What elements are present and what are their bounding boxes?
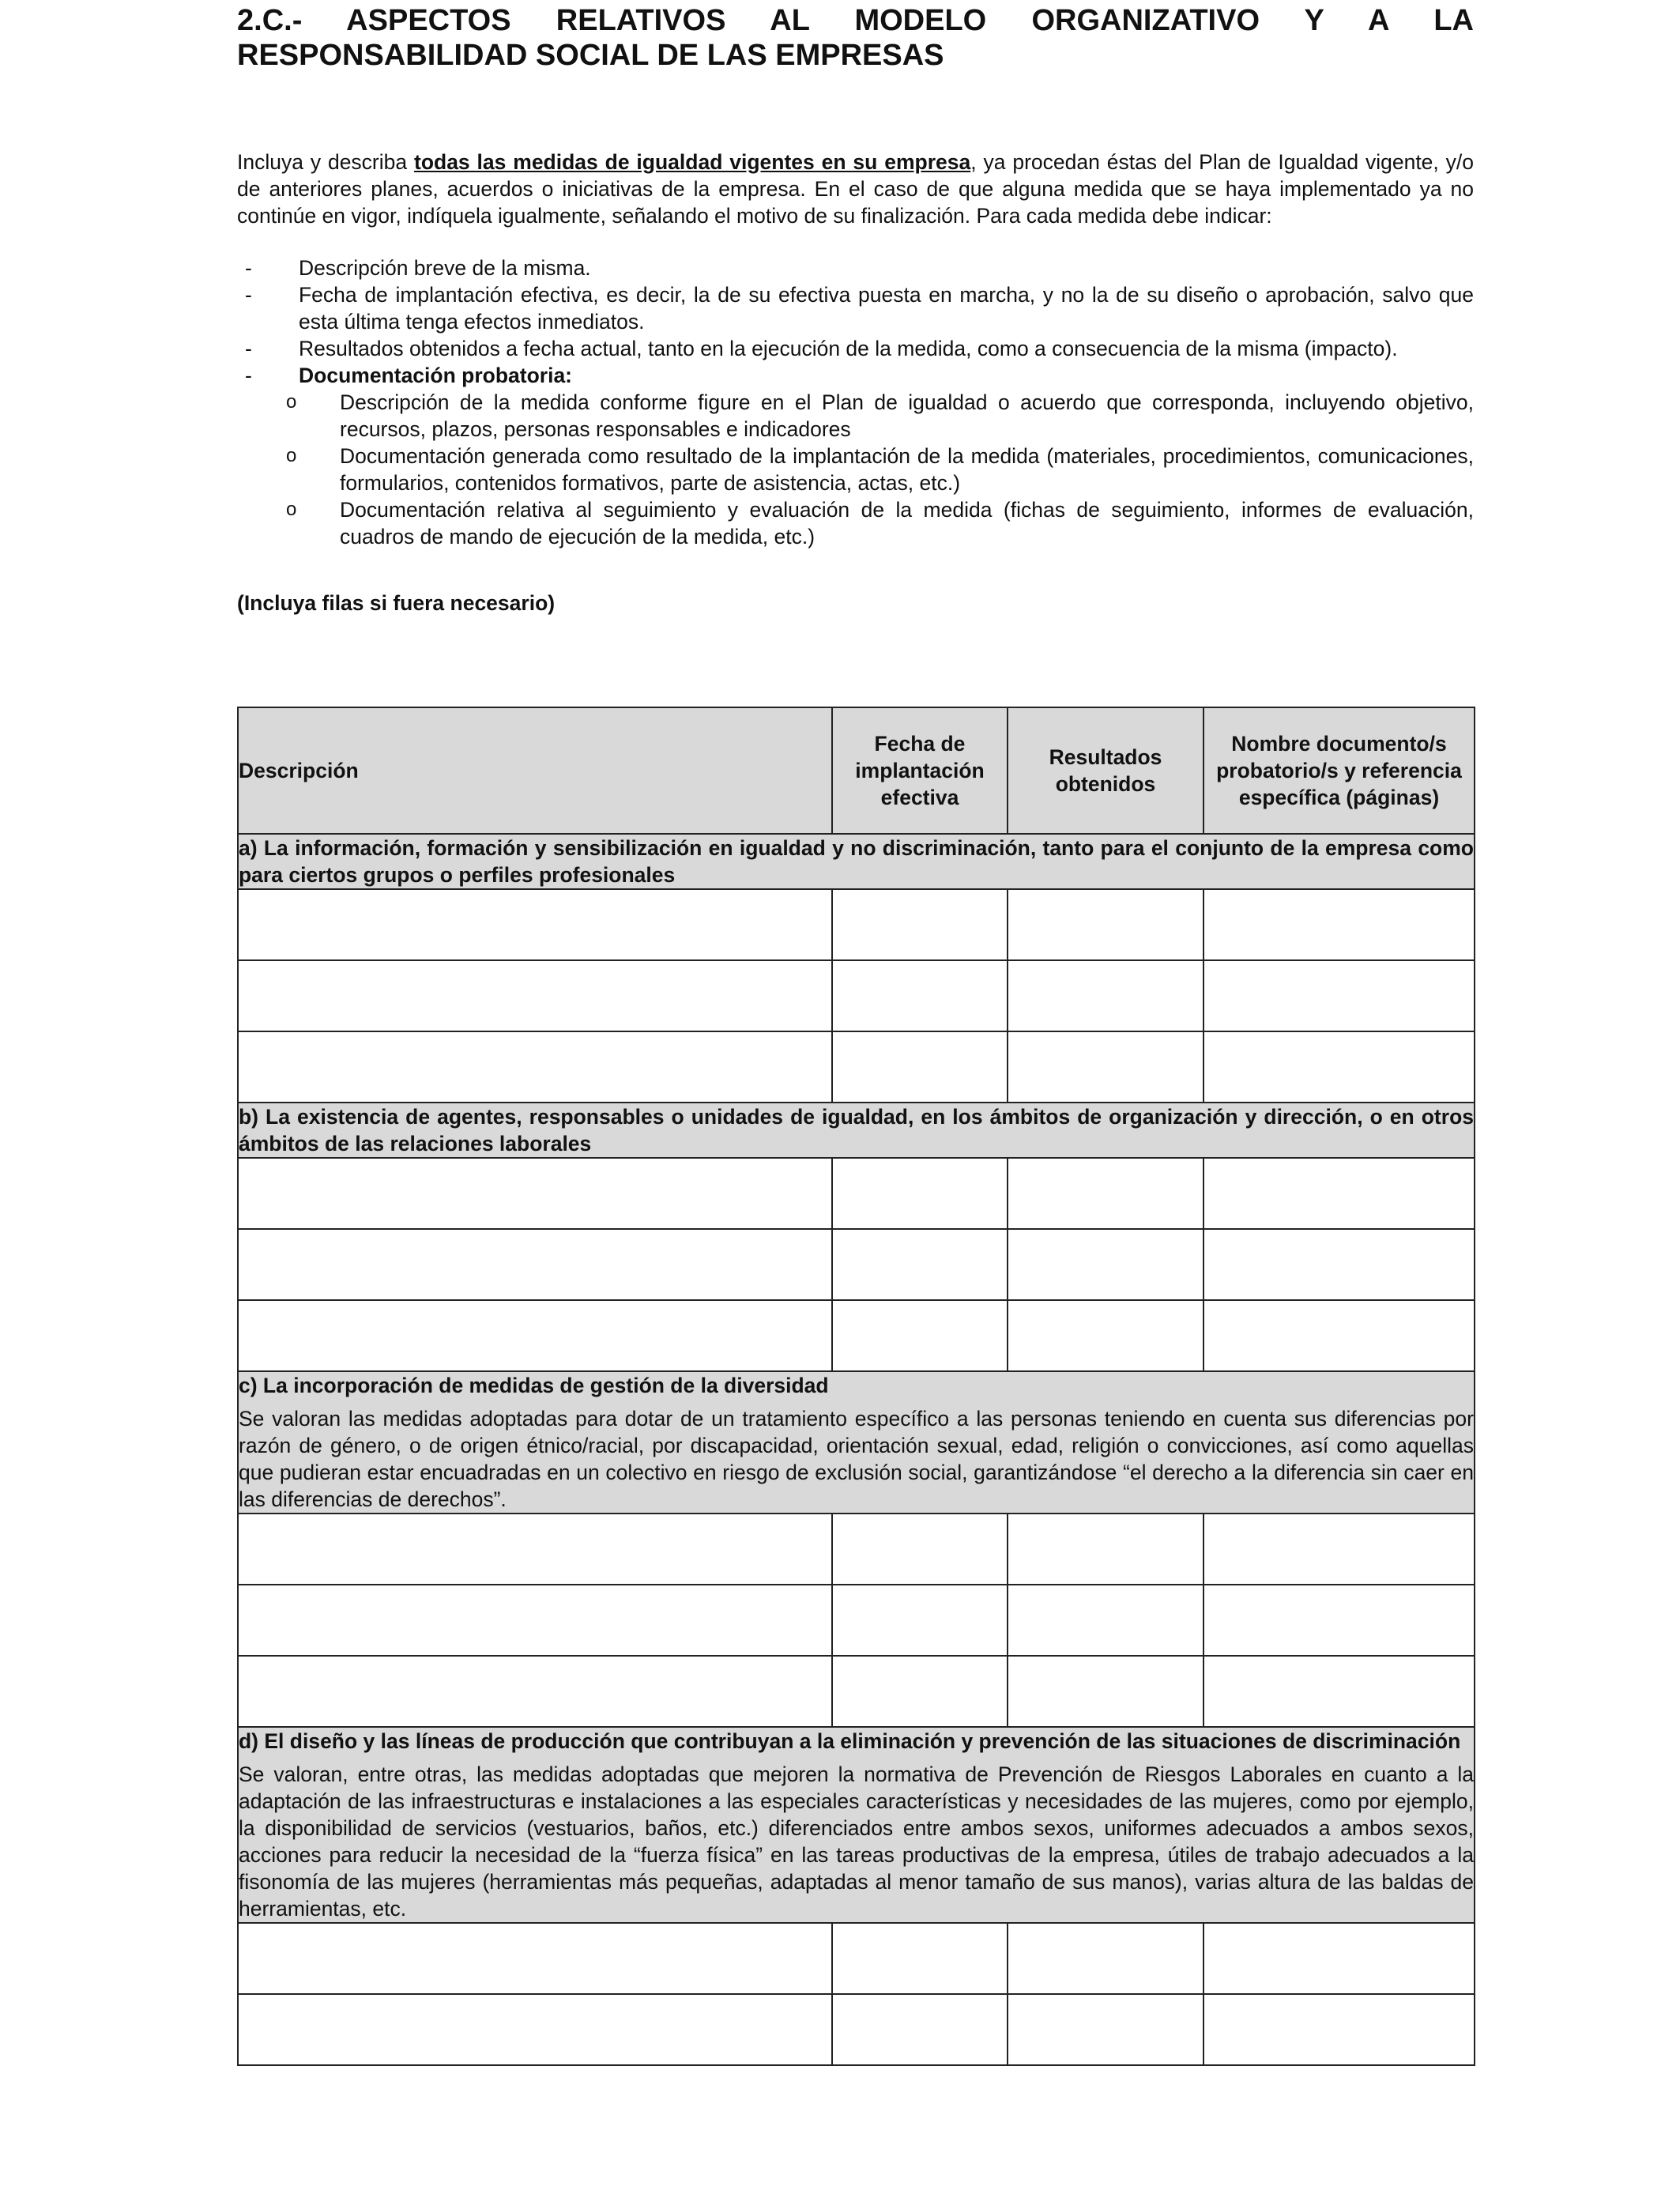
section-c-title: c) La incorporación de medidas de gestión de la diversidad [239, 1374, 829, 1397]
date-cell[interactable] [832, 1158, 1008, 1229]
section-title-line2: RESPONSABILIDAD SOCIAL DE LAS EMPRESAS [237, 39, 944, 72]
results-cell[interactable] [1008, 1158, 1203, 1229]
add-rows-note: (Incluya filas si fuera necesario) [237, 591, 556, 615]
table-row [238, 1300, 1475, 1371]
table-row [238, 960, 1475, 1031]
documents-cell[interactable] [1203, 1514, 1475, 1585]
list-item [237, 335, 1474, 362]
sub-list-item [237, 443, 1474, 496]
date-cell[interactable] [832, 1994, 1008, 2065]
description-cell[interactable] [238, 1923, 832, 1994]
description-cell[interactable] [238, 1994, 832, 2065]
list-item [237, 281, 1474, 335]
header-date: Fecha de implantación efectiva [832, 707, 1008, 834]
description-cell[interactable] [238, 1158, 832, 1229]
documents-cell[interactable] [1203, 1923, 1475, 1994]
table-row [238, 1158, 1475, 1229]
description-cell[interactable] [238, 960, 832, 1031]
table-row [238, 1923, 1475, 1994]
section-b [238, 1103, 1475, 1158]
section-row-b [238, 1103, 1475, 1158]
date-cell[interactable] [832, 960, 1008, 1031]
section-b-title: b) La existencia de agentes, responsables o unidades de igualdad, en los ámbitos de organización y dirección, o en otros ámbitos de las relaciones laborales [239, 1105, 1474, 1155]
date-cell[interactable] [832, 1229, 1008, 1300]
results-cell[interactable] [1008, 1656, 1203, 1727]
sub-list-item-text: Descripción de la medida conforme figure en el Plan de igualdad o acuerdo que corresponda, incluyendo objetivo, recursos, plazos, personas responsables e indicadores [340, 390, 1474, 441]
list-item-text: Fecha de implantación efectiva, es decir, la de su efectiva puesta en marcha, y no la de su diseño o aprobación, salvo que esta última tenga efectos inmediatos. [299, 283, 1474, 334]
description-cell[interactable] [238, 1229, 832, 1300]
description-cell[interactable] [238, 1585, 832, 1656]
table-row [238, 1994, 1475, 2065]
circle-marker: o [286, 499, 297, 520]
list-item-text: Resultados obtenidos a fecha actual, tanto en la ejecución de la medida, como a consecuencia de la misma (impacto). [299, 337, 1398, 360]
results-cell[interactable] [1008, 889, 1203, 960]
results-cell[interactable] [1008, 1994, 1203, 2065]
results-cell[interactable] [1008, 960, 1203, 1031]
documents-cell[interactable] [1203, 889, 1475, 960]
documents-cell[interactable] [1203, 1994, 1475, 2065]
section-row-c [238, 1371, 1475, 1514]
description-cell[interactable] [238, 1300, 832, 1371]
list-item-text: Documentación probatoria: [299, 364, 573, 387]
table-row [238, 1031, 1475, 1103]
table-row [238, 889, 1475, 960]
date-cell[interactable] [832, 1300, 1008, 1371]
intro-suffix: , ya procedan éstas del Plan de Igualdad vigente, y/o de anteriores planes, acuerdos o iniciativas de la empresa. En el caso de que alguna medida que se haya implementado ya no continúe en vigor, indíquela igualmente, señalando el motivo de su finalización. Para cada medida debe indicar: [237, 150, 1474, 228]
list-item [237, 362, 1474, 389]
section-title-line1: 2.C.- ASPECTOS RELATIVOS AL MODELO ORGANIZATIVO Y A LA [237, 4, 1474, 37]
description-cell[interactable] [238, 1031, 832, 1103]
dash-marker: - [245, 283, 252, 307]
section-c [238, 1371, 1475, 1514]
intro-emphasis: todas las medidas de igualdad vigentes en su empresa [414, 150, 971, 174]
intro-prefix: Incluya y describa [237, 150, 414, 174]
date-cell[interactable] [832, 1923, 1008, 1994]
results-cell[interactable] [1008, 1229, 1203, 1300]
documents-cell[interactable] [1203, 1158, 1475, 1229]
header-documents: Nombre documento/s probatorio/s y referencia específica (páginas) [1203, 707, 1475, 834]
section-d-description: Se valoran, entre otras, las medidas adoptadas que mejoren la normativa de Prevención de Riesgos Laborales en cuanto a la adaptación de las infraestructuras e instalaciones a las especiales características y necesidades de las mujeres, como por ejemplo, la disponibilidad de servicios (vestuarios, baños, etc.) diferenciados entre ambos sexos, uniformes adecuados a ambos sexos, acciones para reducir la necesidad de la “fuerza física” en las tareas productivas de la empresa, útiles de trabajo adecuados a la fisonomía de las mujeres (herramientas más pequeñas, adaptadas al menor tamaño de sus manos), varias altura de las baldas de herramientas, etc. [239, 1762, 1474, 1921]
date-cell[interactable] [832, 1656, 1008, 1727]
table-row [238, 1229, 1475, 1300]
documents-cell[interactable] [1203, 1229, 1475, 1300]
documents-cell[interactable] [1203, 1585, 1475, 1656]
documents-cell[interactable] [1203, 1656, 1475, 1727]
sub-list-item [237, 496, 1474, 550]
circle-marker: o [286, 391, 297, 413]
header-description: Descripción [238, 707, 832, 834]
table-row [238, 1656, 1475, 1727]
section-title [237, 0, 1474, 73]
date-cell[interactable] [832, 1585, 1008, 1656]
dash-marker: - [245, 256, 252, 280]
results-cell[interactable] [1008, 1300, 1203, 1371]
description-cell[interactable] [238, 1514, 832, 1585]
results-cell[interactable] [1008, 1923, 1203, 1994]
document-page [237, 0, 1474, 1921]
section-a-title: a) La información, formación y sensibilización en igualdad y no discriminación, tanto para el conjunto de la empresa como para ciertos grupos o perfiles profesionales [239, 836, 1474, 887]
table-row [238, 1514, 1475, 1585]
date-cell[interactable] [832, 1031, 1008, 1103]
documents-cell[interactable] [1203, 960, 1475, 1031]
section-d-title: d) El diseño y las líneas de producción que contribuyan a la eliminación y prevención de las situaciones de discriminación [239, 1729, 1461, 1753]
section-c-description: Se valoran las medidas adoptadas para dotar de un tratamiento específico a las personas teniendo en cuenta sus diferencias por razón de género, o de origen étnico/racial, por discapacidad, orientación sexual, edad, religión o convicciones, así como aquellas que pudieran estar encuadradas en un colectivo en riesgo de exclusión social, garantizándose “el derecho a la diferencia sin caer en las diferencias de derechos”. [239, 1407, 1474, 1511]
results-cell[interactable] [1008, 1031, 1203, 1103]
list-item-text: Descripción breve de la misma. [299, 256, 591, 280]
section-row-a [238, 834, 1475, 889]
documents-cell[interactable] [1203, 1031, 1475, 1103]
circle-marker: o [286, 445, 297, 466]
list-item [237, 254, 1474, 281]
intro-paragraph [237, 149, 1474, 229]
date-cell[interactable] [832, 1514, 1008, 1585]
section-row-d [238, 1727, 1475, 1923]
table-header-row [238, 707, 1475, 834]
documents-cell[interactable] [1203, 1300, 1475, 1371]
sub-list-item-text: Documentación relativa al seguimiento y evaluación de la medida (fichas de seguimiento, informes de evaluación, cuadros de mando de ejecución de la medida, etc.) [340, 498, 1474, 548]
measures-table [237, 707, 1475, 2066]
table-row [238, 1585, 1475, 1656]
results-cell[interactable] [1008, 1585, 1203, 1656]
sub-list-item [237, 389, 1474, 443]
sub-list-item-text: Documentación generada como resultado de la implantación de la medida (materiales, procedimientos, comunicaciones, formularios, contenidos formativos, parte de asistencia, actas, etc.) [340, 444, 1474, 495]
section-a [238, 834, 1475, 889]
description-cell[interactable] [238, 1656, 832, 1727]
dash-marker: - [245, 337, 252, 360]
date-cell[interactable] [832, 889, 1008, 960]
requirements-list [237, 254, 1474, 550]
results-cell[interactable] [1008, 1514, 1203, 1585]
header-results: Resultados obtenidos [1008, 707, 1203, 834]
description-cell[interactable] [238, 889, 832, 960]
dash-marker: - [245, 364, 252, 387]
section-d [238, 1727, 1475, 1923]
